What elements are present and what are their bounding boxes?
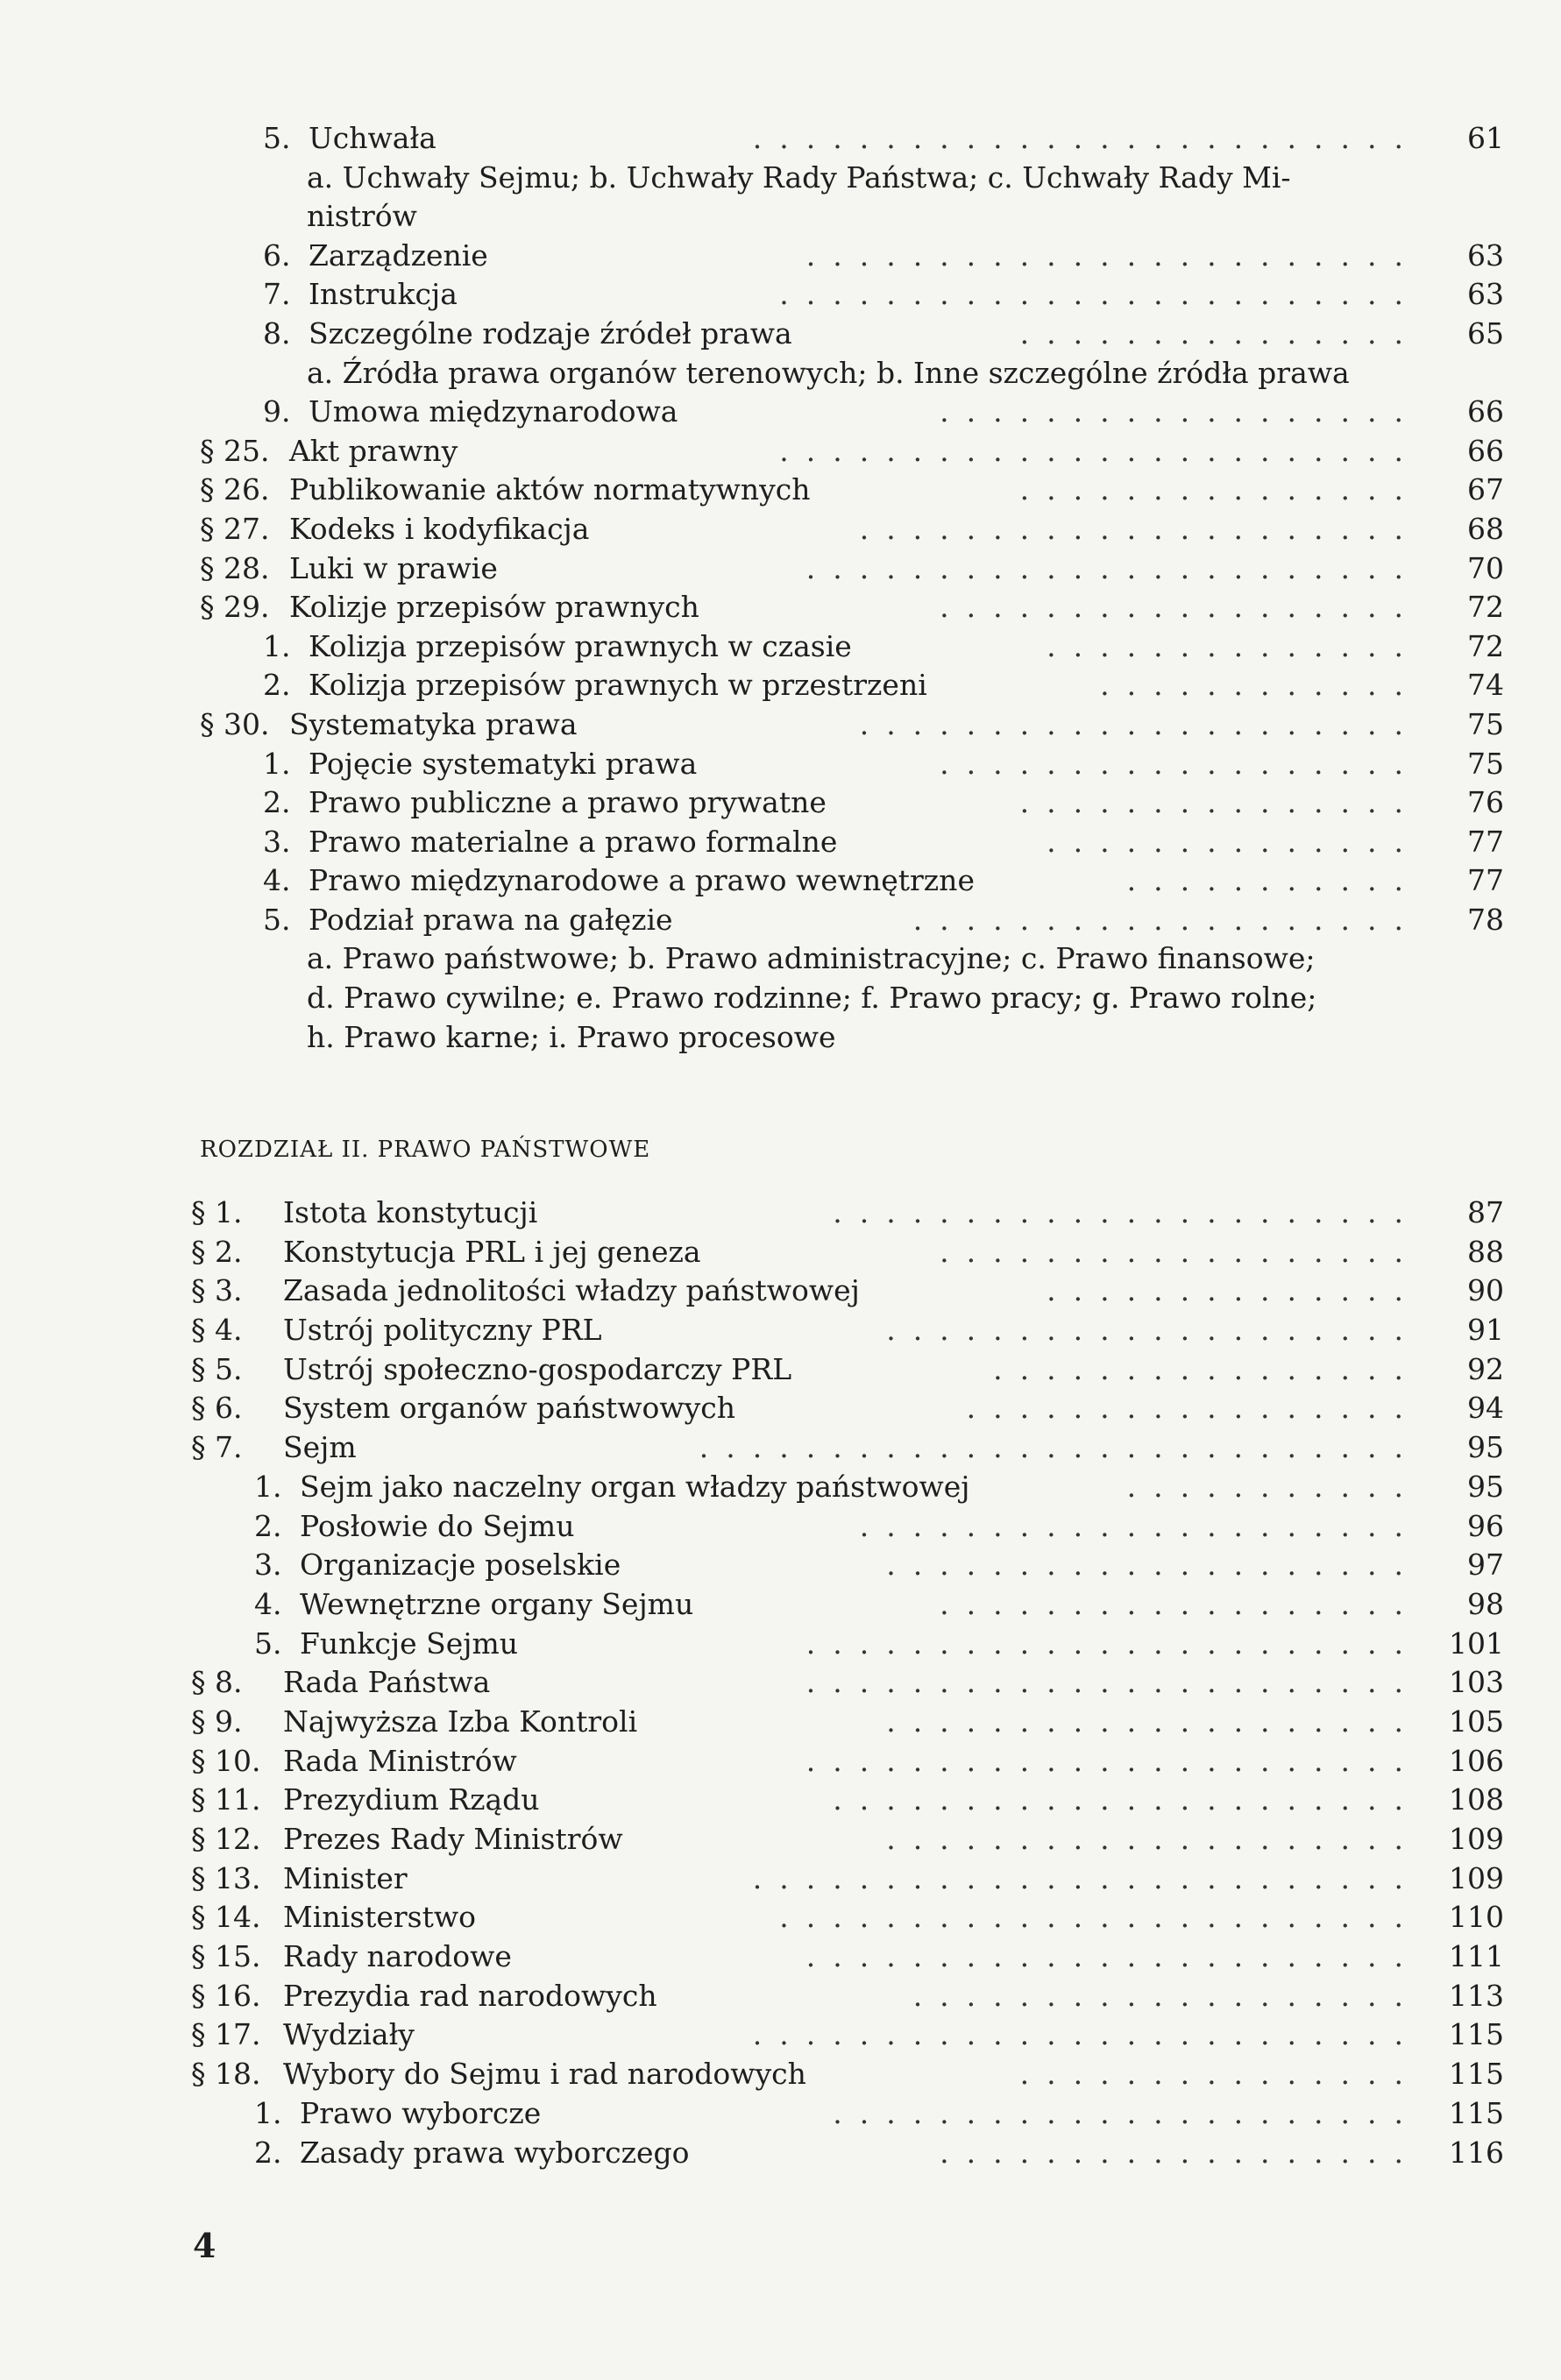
toc-entry-page: 116	[1449, 2135, 1504, 2170]
toc-entry	[0, 1820, 1561, 1859]
toc-continuation-line	[0, 1018, 1561, 1058]
toc-entry	[0, 119, 1561, 159]
toc-entry-number: 5.	[263, 902, 291, 937]
toc-entry-page: 68	[1467, 511, 1504, 546]
toc-continuation-line	[0, 979, 1561, 1018]
toc-entry-number: § 4.	[191, 1313, 243, 1348]
toc-entry-title: Zasada jednolitości władzy państwowej	[283, 1273, 860, 1308]
toc-entry-page: 61	[1467, 121, 1504, 155]
toc-entry-page: 91	[1467, 1313, 1504, 1348]
toc-leader-dots: .......................	[805, 1626, 1421, 1661]
toc-entry-number: 7.	[263, 277, 291, 312]
toc-entry-title: Prezydium Rządu	[283, 1782, 540, 1817]
toc-entry-title: Prawo materialne a prawo formalne	[309, 824, 838, 859]
toc-entry	[0, 1663, 1561, 1703]
toc-leader-dots: .......................	[805, 1743, 1421, 1778]
toc-entry-page: 115	[1449, 2057, 1504, 2092]
toc-entry-title: Uchwała	[309, 121, 436, 155]
toc-entry	[0, 1898, 1561, 1937]
toc-entry	[0, 1507, 1561, 1547]
toc-entry-page: 96	[1467, 1508, 1504, 1543]
toc-entry-number: § 26.	[200, 472, 270, 507]
toc-entry-number: 5.	[254, 1626, 282, 1661]
toc-leader-dots: ......................	[833, 1782, 1421, 1817]
toc-entry	[0, 393, 1561, 432]
toc-leader-dots: ......................	[833, 2095, 1421, 2130]
toc-leader-dots: ...................	[912, 1978, 1421, 2013]
toc-entry-number: § 6.	[191, 1391, 243, 1426]
toc-continuation-text: a. Prawo państwowe; b. Prawo administracyjne; c. Prawo finansowe;	[307, 941, 1316, 976]
toc-entry-title: Akt prawny	[289, 433, 458, 468]
toc-leader-dots: ..................	[940, 1586, 1421, 1621]
toc-entry-title: Zasady prawa wyborczego	[300, 2135, 690, 2170]
toc-entry	[0, 1546, 1561, 1585]
chapter-heading: ROZDZIAŁ II. PRAWO PAŃSTWOWE	[200, 1137, 651, 1163]
toc-entry-number: 4.	[263, 863, 291, 898]
toc-continuation-text: nistrów	[307, 199, 417, 234]
toc-leader-dots: ............	[1100, 668, 1421, 703]
toc-entry-number: 3.	[263, 824, 291, 859]
toc-entry-number: § 18.	[191, 2057, 261, 2092]
toc-entry-page: 75	[1467, 706, 1504, 741]
toc-entry-number: § 13.	[191, 1860, 261, 1895]
toc-entry	[0, 1742, 1561, 1781]
toc-entry-title: Sejm	[283, 1430, 357, 1465]
toc-entry-number: § 1.	[191, 1195, 243, 1229]
toc-entry-title: Publikowanie aktów normatywnych	[289, 472, 811, 507]
toc-entry-number: § 2.	[191, 1234, 243, 1269]
toc-entry-page: 63	[1467, 237, 1504, 273]
toc-entry-title: Ustrój społeczno-gospodarczy PRL	[283, 1351, 792, 1386]
toc-entry-title: Kodeks i kodyfikacja	[289, 511, 590, 546]
table-of-contents-part-1	[0, 119, 1561, 1057]
toc-entry-number: 2.	[254, 1508, 282, 1543]
toc-entry-number: 2.	[263, 785, 291, 820]
toc-entry-number: 4.	[254, 1586, 282, 1621]
toc-entry-page: 111	[1449, 1939, 1504, 1974]
toc-entry-title: Rada Państwa	[283, 1665, 491, 1700]
toc-entry-page: 75	[1467, 746, 1504, 781]
toc-entry-page: 63	[1467, 277, 1504, 312]
toc-entry-title: Sejm jako naczelny organ władzy państwowej	[300, 1469, 970, 1504]
toc-leader-dots: ...............	[1019, 2057, 1421, 2092]
toc-leader-dots: ..............	[1047, 824, 1421, 859]
toc-entry-title: Szczególne rodzaje źródeł prawa	[309, 315, 792, 351]
toc-entry-title: Ministerstwo	[283, 1900, 476, 1935]
toc-leader-dots: .........................	[752, 121, 1421, 155]
toc-leader-dots: ....................	[886, 1313, 1421, 1348]
toc-entry-page: 108	[1449, 1782, 1504, 1817]
table-of-contents-part-2	[0, 1194, 1561, 2172]
toc-entry-number: 5.	[263, 121, 291, 155]
toc-entry-title: Posłowie do Sejmu	[300, 1508, 575, 1543]
toc-entry	[0, 1350, 1561, 1390]
toc-entry-number: § 8.	[191, 1665, 243, 1700]
toc-continuation-text: a. Źródła prawa organów terenowych; b. Inne szczególne źródła prawa	[307, 355, 1350, 390]
toc-entry-page: 92	[1467, 1351, 1504, 1386]
toc-entry-page: 90	[1467, 1273, 1504, 1308]
toc-entry	[0, 1468, 1561, 1507]
toc-entry-page: 72	[1467, 628, 1504, 663]
toc-entry-number: 1.	[263, 746, 291, 781]
toc-entry-page: 77	[1467, 863, 1504, 898]
toc-leader-dots: ....................	[886, 1822, 1421, 1856]
toc-entry-number: § 25.	[200, 433, 270, 468]
toc-continuation-text: a. Uchwały Sejmu; b. Uchwały Rady Państwa; c. Uchwały Rady Mi-	[307, 159, 1291, 195]
toc-entry	[0, 315, 1561, 354]
toc-entry	[0, 1703, 1561, 1742]
toc-entry-title: Istota konstytucji	[283, 1195, 538, 1229]
toc-entry-title: Prawo wyborcze	[300, 2095, 542, 2130]
toc-leader-dots: ..................	[940, 2135, 1421, 2170]
toc-entry-title: Najwyższa Izba Kontroli	[283, 1704, 638, 1739]
toc-entry-number: § 5.	[191, 1351, 243, 1386]
toc-entry-page: 95	[1467, 1430, 1504, 1465]
toc-entry-title: Rady narodowe	[283, 1939, 512, 1974]
toc-entry-page: 109	[1449, 1860, 1504, 1895]
toc-entry	[0, 471, 1561, 510]
toc-entry-number: § 27.	[200, 511, 270, 546]
toc-entry	[0, 2094, 1561, 2134]
toc-entry-number: § 16.	[191, 1978, 261, 2013]
toc-entry-page: 65	[1467, 315, 1504, 351]
toc-leader-dots: .....................	[859, 706, 1421, 741]
toc-entry-page: 77	[1467, 824, 1504, 859]
toc-leader-dots: .......................	[805, 237, 1421, 273]
toc-entry	[0, 1859, 1561, 1899]
toc-leader-dots: ...........	[1126, 863, 1421, 898]
toc-continuation-text: h. Prawo karne; i. Prawo procesowe	[307, 1019, 836, 1054]
toc-leader-dots: .................	[966, 1391, 1421, 1426]
toc-entry-number: 9.	[263, 394, 291, 429]
toc-leader-dots: .......................	[805, 1939, 1421, 1974]
toc-entry-number: § 28.	[200, 550, 270, 585]
toc-leader-dots: ........................	[779, 277, 1421, 312]
toc-continuation-line	[0, 159, 1561, 198]
toc-leader-dots: ...............	[1019, 472, 1421, 507]
toc-entry	[0, 1428, 1561, 1468]
toc-entry	[0, 1389, 1561, 1428]
toc-entry-title: Zarządzenie	[309, 237, 488, 273]
toc-entry	[0, 705, 1561, 745]
toc-entry-title: Pojęcie systematyki prawa	[309, 746, 698, 781]
toc-entry-title: Organizacje poselskie	[300, 1548, 621, 1583]
toc-leader-dots: ........................	[779, 1900, 1421, 1935]
toc-continuation-line	[0, 939, 1561, 979]
toc-entry-number: § 14.	[191, 1900, 261, 1935]
toc-entry	[0, 745, 1561, 784]
toc-entry-title: System organów państwowych	[283, 1391, 736, 1426]
toc-entry	[0, 2134, 1561, 2173]
toc-leader-dots: ..................	[940, 394, 1421, 429]
toc-entry-page: 113	[1449, 1978, 1504, 2013]
toc-leader-dots: ........................	[779, 433, 1421, 468]
toc-entry	[0, 1194, 1561, 1233]
toc-leader-dots: ...............	[1019, 315, 1421, 351]
toc-entry-page: 110	[1449, 1900, 1504, 1935]
toc-entry	[0, 237, 1561, 276]
toc-leader-dots: ...........	[1126, 1469, 1421, 1504]
toc-entry-page: 115	[1449, 2095, 1504, 2130]
toc-entry-number: § 9.	[191, 1704, 243, 1739]
toc-continuation-line	[0, 197, 1561, 237]
toc-entry-title: Konstytucja PRL i jej geneza	[283, 1234, 701, 1269]
toc-entry-number: 6.	[263, 237, 291, 273]
toc-leader-dots: ..............	[1047, 628, 1421, 663]
toc-entry-page: 95	[1467, 1469, 1504, 1504]
toc-entry-page: 67	[1467, 472, 1504, 507]
toc-entry-title: Kolizja przepisów prawnych w czasie	[309, 628, 852, 663]
toc-entry-number: § 3.	[191, 1273, 243, 1308]
toc-entry-title: Umowa międzynarodowa	[309, 394, 678, 429]
toc-entry-page: 94	[1467, 1391, 1504, 1426]
toc-entry-title: Funkcje Sejmu	[300, 1626, 519, 1661]
toc-entry-page: 105	[1449, 1704, 1504, 1739]
toc-entry-title: Wydziały	[283, 2017, 415, 2052]
toc-entry-page: 109	[1449, 1822, 1504, 1856]
toc-entry-page: 103	[1449, 1665, 1504, 1700]
toc-entry	[0, 1585, 1561, 1625]
toc-entry-title: Luki w prawie	[289, 550, 498, 585]
toc-entry-page: 76	[1467, 785, 1504, 820]
toc-entry	[0, 432, 1561, 471]
toc-entry	[0, 901, 1561, 940]
toc-entry	[0, 588, 1561, 627]
toc-entry-number: § 29.	[200, 590, 270, 625]
toc-entry-number: § 30.	[200, 706, 270, 741]
toc-entry-page: 106	[1449, 1743, 1504, 1778]
toc-entry-number: § 15.	[191, 1939, 261, 1974]
toc-entry-number: 1.	[263, 628, 291, 663]
toc-entry-title: Wewnętrzne organy Sejmu	[300, 1586, 694, 1621]
toc-entry-number: 8.	[263, 315, 291, 351]
toc-leader-dots: .......................	[805, 550, 1421, 585]
toc-continuation-line	[0, 354, 1561, 393]
toc-entry-title: Minister	[283, 1860, 408, 1895]
toc-leader-dots: ................	[993, 1351, 1421, 1386]
toc-entry-number: § 7.	[191, 1430, 243, 1465]
toc-entry	[0, 1233, 1561, 1272]
toc-entry-page: 101	[1449, 1626, 1504, 1661]
toc-entry-number: 1.	[254, 1469, 282, 1504]
toc-leader-dots: .....................	[859, 511, 1421, 546]
toc-entry-title: Systematyka prawa	[289, 706, 578, 741]
page-number: 4	[193, 2226, 216, 2265]
toc-entry	[0, 861, 1561, 901]
toc-leader-dots: .....................	[859, 1508, 1421, 1543]
toc-leader-dots: .......................	[805, 1665, 1421, 1700]
toc-entry	[0, 549, 1561, 589]
toc-entry	[0, 1311, 1561, 1350]
toc-entry-title: Kolizje przepisów prawnych	[289, 590, 699, 625]
toc-entry	[0, 275, 1561, 315]
toc-entry	[0, 823, 1561, 862]
toc-leader-dots: ...................	[912, 902, 1421, 937]
toc-leader-dots: ......................	[833, 1195, 1421, 1229]
toc-entry-title: Prawo publiczne a prawo prywatne	[309, 785, 827, 820]
toc-entry-page: 87	[1467, 1195, 1504, 1229]
toc-leader-dots: .........................	[752, 2017, 1421, 2052]
toc-entry	[0, 2015, 1561, 2055]
toc-entry	[0, 783, 1561, 823]
toc-entry	[0, 1625, 1561, 1664]
toc-entry-page: 66	[1467, 394, 1504, 429]
toc-leader-dots: ..................	[940, 590, 1421, 625]
toc-leader-dots: ...........................	[699, 1430, 1421, 1465]
toc-entry	[0, 1977, 1561, 2016]
toc-entry	[0, 627, 1561, 667]
toc-entry-title: Podział prawa na gałęzie	[309, 902, 673, 937]
toc-entry	[0, 2055, 1561, 2094]
toc-entry-title: Instrukcja	[309, 277, 458, 312]
toc-leader-dots: ..................	[940, 1234, 1421, 1269]
toc-continuation-text: d. Prawo cywilne; e. Prawo rodzinne; f. Prawo pracy; g. Prawo rolne;	[307, 981, 1317, 1016]
toc-leader-dots: ..................	[940, 746, 1421, 781]
toc-entry-page: 74	[1467, 668, 1504, 703]
toc-entry-title: Rada Ministrów	[283, 1743, 517, 1778]
toc-entry-number: 2.	[254, 2135, 282, 2170]
toc-entry-number: § 17.	[191, 2017, 261, 2052]
toc-entry-page: 115	[1449, 2017, 1504, 2052]
toc-entry-title: Ustrój polityczny PRL	[283, 1313, 602, 1348]
toc-entry-title: Prezydia rad narodowych	[283, 1978, 657, 2013]
toc-entry-title: Prawo międzynarodowe a prawo wewnętrzne	[309, 863, 975, 898]
toc-entry-title: Kolizja przepisów prawnych w przestrzeni	[309, 668, 927, 703]
toc-leader-dots: .........................	[752, 1860, 1421, 1895]
toc-entry-page: 97	[1467, 1548, 1504, 1583]
toc-leader-dots: ....................	[886, 1704, 1421, 1739]
toc-leader-dots: ....................	[886, 1548, 1421, 1583]
toc-entry-page: 88	[1467, 1234, 1504, 1269]
toc-entry-number: § 12.	[191, 1822, 261, 1856]
toc-entry-number: 3.	[254, 1548, 282, 1583]
toc-entry	[0, 1781, 1561, 1820]
toc-entry-page: 72	[1467, 590, 1504, 625]
toc-entry-number: § 10.	[191, 1743, 261, 1778]
toc-entry-number: § 11.	[191, 1782, 261, 1817]
toc-entry	[0, 666, 1561, 705]
toc-entry-page: 78	[1467, 902, 1504, 937]
toc-entry	[0, 510, 1561, 549]
toc-entry	[0, 1271, 1561, 1311]
toc-leader-dots: ...............	[1019, 785, 1421, 820]
toc-entry-page: 98	[1467, 1586, 1504, 1621]
toc-entry-number: 2.	[263, 668, 291, 703]
toc-entry-title: Wybory do Sejmu i rad narodowych	[283, 2057, 806, 2092]
toc-leader-dots: ..............	[1047, 1273, 1421, 1308]
toc-entry-page: 70	[1467, 550, 1504, 585]
toc-entry-number: 1.	[254, 2095, 282, 2130]
toc-entry	[0, 1937, 1561, 1977]
toc-entry-title: Prezes Rady Ministrów	[283, 1822, 623, 1856]
toc-entry-page: 66	[1467, 433, 1504, 468]
